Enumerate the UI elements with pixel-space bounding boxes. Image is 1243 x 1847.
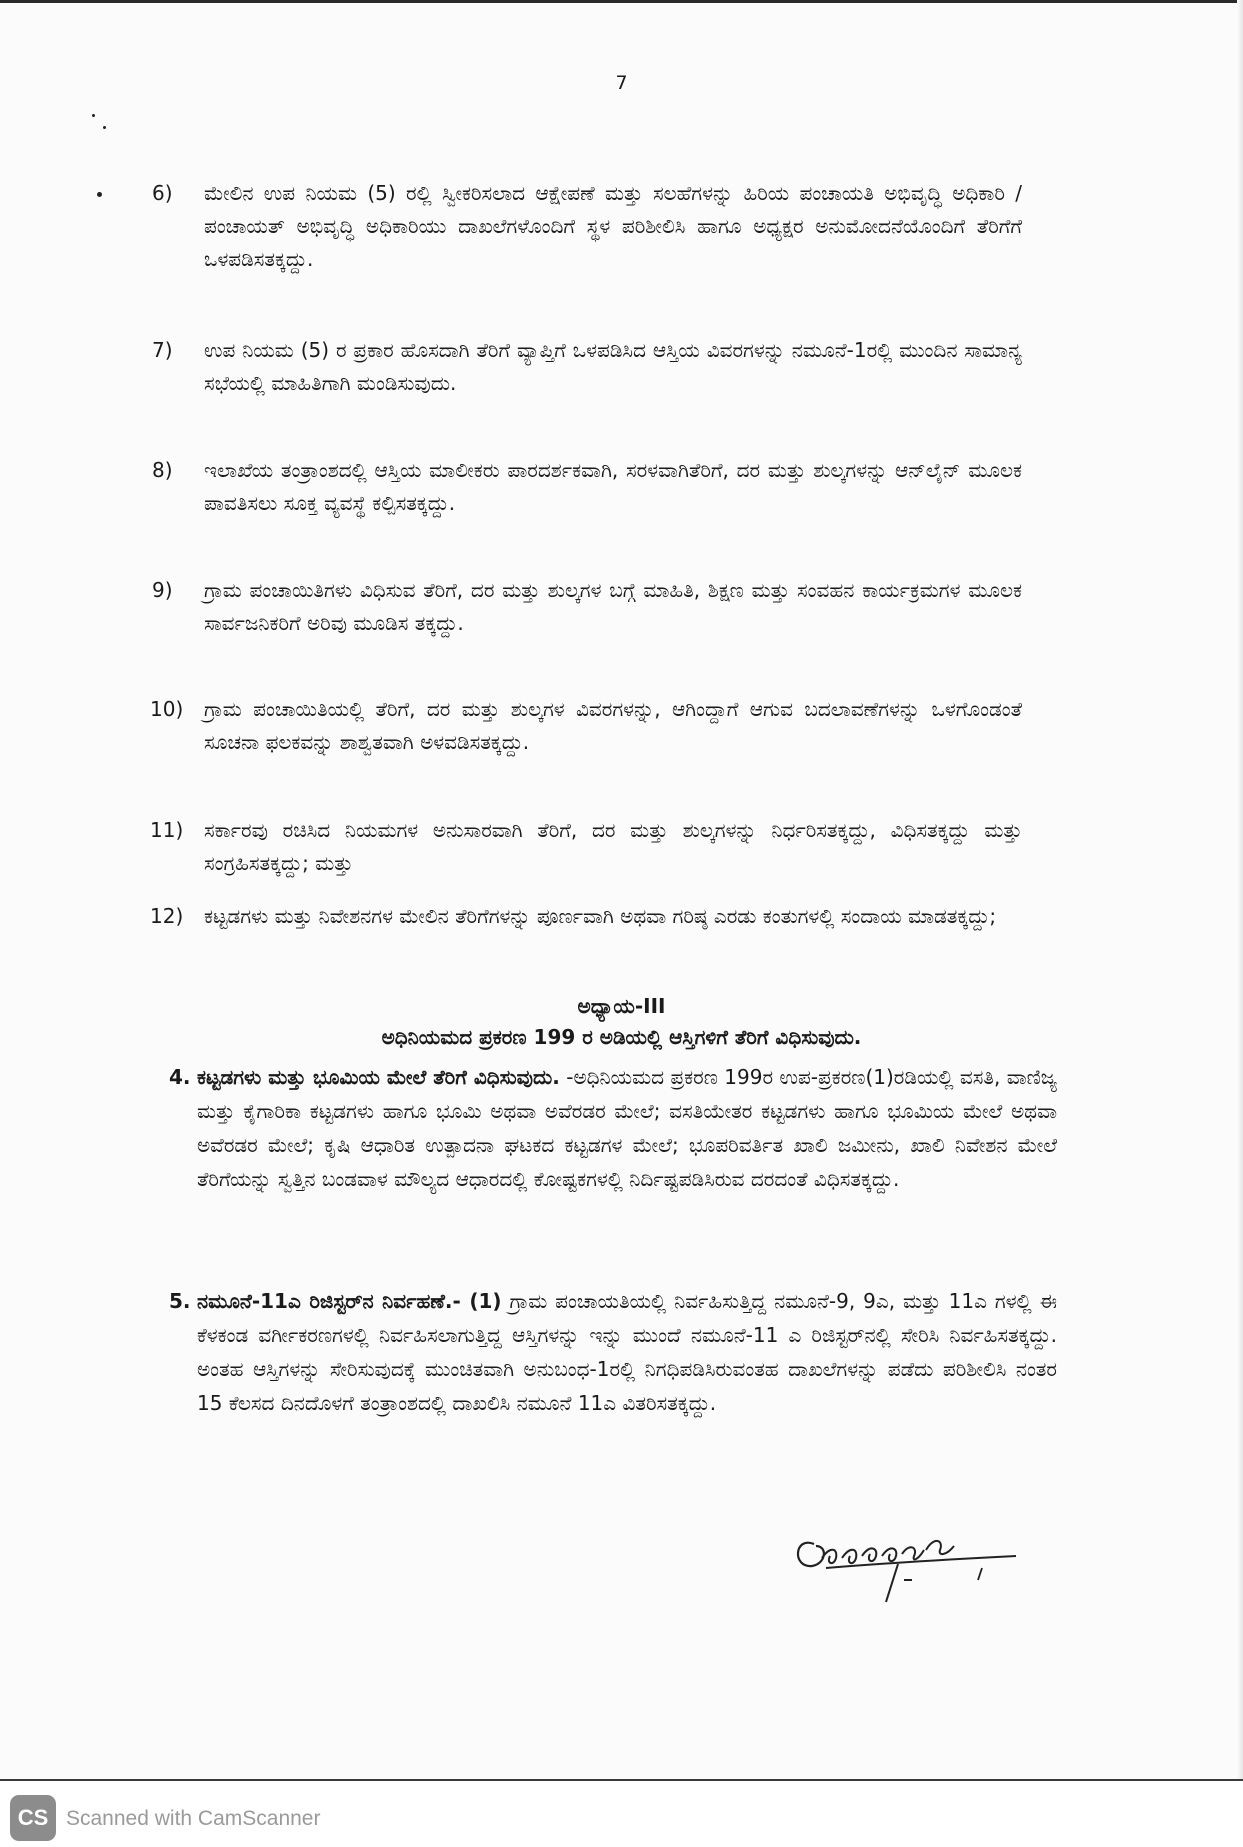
clause-number: 9) [152, 578, 173, 602]
clause-10 [150, 693, 1022, 759]
chapter-subtitle: ಅಧಿನಿಯಮದ ಪ್ರಕರಣ 199 ರ ಅಡಿಯಲ್ಲಿ ಆಸ್ತಿಗಳಿಗೆ ತೆರಿಗೆ ವಿಧಿಸುವುದು. [381, 1025, 862, 1049]
section-number: 4. [169, 1065, 191, 1089]
section-5 [169, 1284, 1057, 1420]
clause-6 [152, 177, 1022, 276]
scanned-with-label: Scanned with CamScanner [66, 1807, 321, 1830]
clause-number: 8) [152, 458, 173, 482]
page-number: 7 [615, 72, 628, 94]
clause-text: ಉಪ ನಿಯಮ (5) ರ ಪ್ರಕಾರ ಹೊಸದಾಗಿ ತೆರಿಗೆ ವ್ಯಾಪ್ತಿಗೆ ಒಳಪಡಿಸಿದ ಆಸ್ತಿಯ ವಿವರಗಳನ್ನು ನಮೂನೆ-1ರಲ್ಲಿ ಮುಂದಿನ ಸಾಮಾನ್ಯ ಸಭೆಯಲ್ಲಿ ಮಾಹಿತಿಗಾಗಿ ಮಂಡಿಸುವುದು. [204, 338, 1022, 395]
clause-7 [152, 334, 1022, 400]
clause-text: ಇಲಾಖೆಯ ತಂತ್ರಾಂಶದಲ್ಲಿ ಆಸ್ತಿಯ ಮಾಲೀಕರು ಪಾರದರ್ಶಕವಾಗಿ, ಸರಳವಾಗಿತೆರಿಗೆ, ದರ ಮತ್ತು ಶುಲ್ಕಗಳನ್ನು ಆನ್‌ಲೈನ್ ಮೂಲಕ ಪಾವತಿಸಲು ಸೂಕ್ತ ವ್ಯವಸ್ಥೆ ಕಲ್ಪಿಸತಕ್ಕದ್ದು. [204, 458, 1022, 515]
clause-text: ಗ್ರಾಮ ಪಂಚಾಯಿತಿಯಲ್ಲಿ ತೆರಿಗೆ, ದರ ಮತ್ತು ಶುಲ್ಕಗಳ ವಿವರಗಳನ್ನು, ಆಗಿಂದ್ದಾಗೆ ಆಗುವ ಬದಲಾವಣೆಗಳನ್ನು ಒಳಗೊಂಡಂತೆ ಸೂಚನಾ ಫಲಕವನ್ನು ಶಾಶ್ವತವಾಗಿ ಅಳವಡಿಸತಕ್ಕದ್ದು. [204, 697, 1022, 754]
section-number: 5. [169, 1289, 191, 1313]
clause-9 [152, 574, 1022, 640]
clause-number: 11) [150, 818, 184, 842]
scan-speck [97, 192, 102, 197]
clause-8 [152, 454, 1022, 520]
clause-text: ಸರ್ಕಾರವು ರಚಿಸಿದ ನಿಯಮಗಳ ಅನುಸಾರವಾಗಿ ತೆರಿಗೆ, ದರ ಮತ್ತು ಶುಲ್ಕಗಳನ್ನು ನಿರ್ಧರಿಸತಕ್ಕದ್ದು, ವಿಧಿಸತಕ್ಕದ್ದು ಮತ್ತು ಸಂಗ್ರಹಿಸತಕ್ಕದ್ದು; ಮತ್ತು [204, 818, 1022, 875]
top-border [0, 0, 1243, 3]
clause-text: ಕಟ್ಟಡಗಳು ಮತ್ತು ನಿವೇಶನಗಳ ಮೇಲಿನ ತೆರಿಗೆಗಳನ್ನು ಪೂರ್ಣವಾಗಿ ಅಥವಾ ಗರಿಷ್ಠ ಎರಡು ಕಂತುಗಳಲ್ಲಿ ಸಂದಾಯ ಮಾಡತಕ್ಕದ್ದು; [204, 904, 997, 928]
signature-icon [786, 1506, 1026, 1606]
section-heading: ಕಟ್ಟಡಗಳು ಮತ್ತು ಭೂಮಿಯ ಮೇಲೆ ತೆರಿಗೆ ವಿಧಿಸುವುದು. [197, 1065, 560, 1089]
scan-speck [103, 126, 106, 129]
clause-text: ಮೇಲಿನ ಉಪ ನಿಯಮ (5) ರಲ್ಲಿ ಸ್ವೀಕರಿಸಲಾದ ಆಕ್ಷೇಪಣೆ ಮತ್ತು ಸಲಹೆಗಳನ್ನು ಹಿರಿಯ ಪಂಚಾಯತಿ ಅಭಿವೃದ್ಧಿ ಅಧಿಕಾರಿ /ಪಂಚಾಯತ್ ಅಭಿವೃದ್ಧಿ ಅಧಿಕಾರಿಯು ದಾಖಲೆಗಳೊಂದಿಗೆ ಸ್ಥಳ ಪರಿಶೀಲಿಸಿ ಹಾಗೂ ಅಧ್ಯಕ್ಷರ ಅನುಮೋದನೆಯೊಂದಿಗೆ ತೆರಿಗೆಗೆ ಒಳಪಡಿಸತಕ್ಕದ್ದು. [204, 181, 1022, 271]
section-text: ಗ್ರಾಮ ಪಂಚಾಯತಿಯಲ್ಲಿ ನಿರ್ವಹಿಸುತ್ತಿದ್ದ ನಮೂನೆ-9, 9ಎ, ಮತ್ತು 11ಎ ಗಳಲ್ಲಿ ಈ ಕೆಳಕಂಡ ವರ್ಗೀಕರಣಗಳಲ್ಲಿ ನಿರ್ವಹಿಸಲಾಗುತ್ತಿದ್ದ ಆಸ್ತಿಗಳನ್ನು ಇನ್ನು ಮುಂದೆ ನಮೂನೆ-11 ಎ ರಿಜಿಸ್ಟರ್‌ನಲ್ಲಿ ಸೇರಿಸಿ ನಿರ್ವಹಿಸತಕ್ಕದ್ದು. ಅಂತಹ ಆಸ್ತಿಗಳನ್ನು ಸೇರಿಸುವುದಕ್ಕೆ ಮುಂಚಿತವಾಗಿ ಅನುಬಂಧ-1ರಲ್ಲಿ ನಿಗಧಿಪಡಿಸಿರುವಂತಹ ದಾಖಲೆಗಳನ್ನು ಪಡೆದು ಪರಿಶೀಲಿಸಿ ನಂತರ 15 ಕೆಲಸದ ದಿನದೊಳಗೆ ತಂತ್ರಾಂಶದಲ್ಲಿ ದಾಖಲಿಸಿ ನಮೂನೆ 11ಎ ವಿತರಿಸತಕ್ಕದ್ದು. [197, 1289, 1057, 1415]
chapter-title: ಅಧ್ಯಾಯ-III [577, 994, 666, 1018]
section-text: -ಅಧಿನಿಯಮದ ಪ್ರಕರಣ 199ರ ಉಪ-ಪ್ರಕರಣ(1)ರಡಿಯಲ್ಲಿ ವಸತಿ, ವಾಣಿಜ್ಯ ಮತ್ತು ಕೈಗಾರಿಕಾ ಕಟ್ಟಡಗಳು ಹಾಗೂ ಭೂಮಿ ಅಥವಾ ಅವೆರಡರ ಮೇಲೆ; ವಸತಿಯೇತರ ಕಟ್ಟಡಗಳು ಹಾಗೂ ಭೂಮಿಯ ಮೇಲೆ ಅಥವಾ ಅವೆರಡರ ಮೇಲೆ; ಕೃಷಿ ಆಧಾರಿತ ಉತ್ಪಾದನಾ ಘಟಕದ ಕಟ್ಟಡಗಳ ಮೇಲೆ; ಭೂಪರಿವರ್ತಿತ ಖಾಲಿ ಜಮೀನು, ಖಾಲಿ ನಿವೇಶನ ಮೇಲೆ ತೆರಿಗೆಯನ್ನು ಸ್ವತ್ತಿನ ಬಂಡವಾಳ ಮೌಲ್ಯದ ಆಧಾರದಲ್ಲಿ ಕೋಷ್ಟಕಗಳಲ್ಲಿ ನಿರ್ದಿಷ್ಟಪಡಿಸಿರುವ ದರದಂತೆ ವಿಧಿಸತಕ್ಕದ್ದು. [197, 1065, 1057, 1191]
clause-text: ಗ್ರಾಮ ಪಂಚಾಯಿತಿಗಳು ವಿಧಿಸುವ ತೆರಿಗೆ, ದರ ಮತ್ತು ಶುಲ್ಕಗಳ ಬಗ್ಗೆ ಮಾಹಿತಿ, ಶಿಕ್ಷಣ ಮತ್ತು ಸಂವಹನ ಕಾರ್ಯಕ್ರಮಗಳ ಮೂಲಕ ಸಾರ್ವಜನಿಕರಿಗೆ ಅರಿವು ಮೂಡಿಸ ತಕ್ಕದ್ದು. [204, 578, 1022, 635]
section-heading: ನಮೂನೆ-11ಎ ರಿಜಿಸ್ಟರ್‌ನ ನಿರ್ವಹಣೆ.- (1) [197, 1289, 502, 1313]
clause-number: 10) [150, 697, 184, 721]
clause-11 [150, 814, 1022, 880]
clause-number: 7) [152, 338, 173, 362]
clause-number: 12) [150, 904, 184, 928]
scan-speck [92, 114, 95, 117]
clause-number: 6) [152, 181, 173, 205]
page-edge-shadow [1237, 0, 1243, 1780]
section-4 [169, 1060, 1057, 1196]
clause-12 [150, 900, 1022, 933]
scanner-footer [0, 1781, 1243, 1847]
camscanner-logo-icon: CS [10, 1795, 56, 1841]
